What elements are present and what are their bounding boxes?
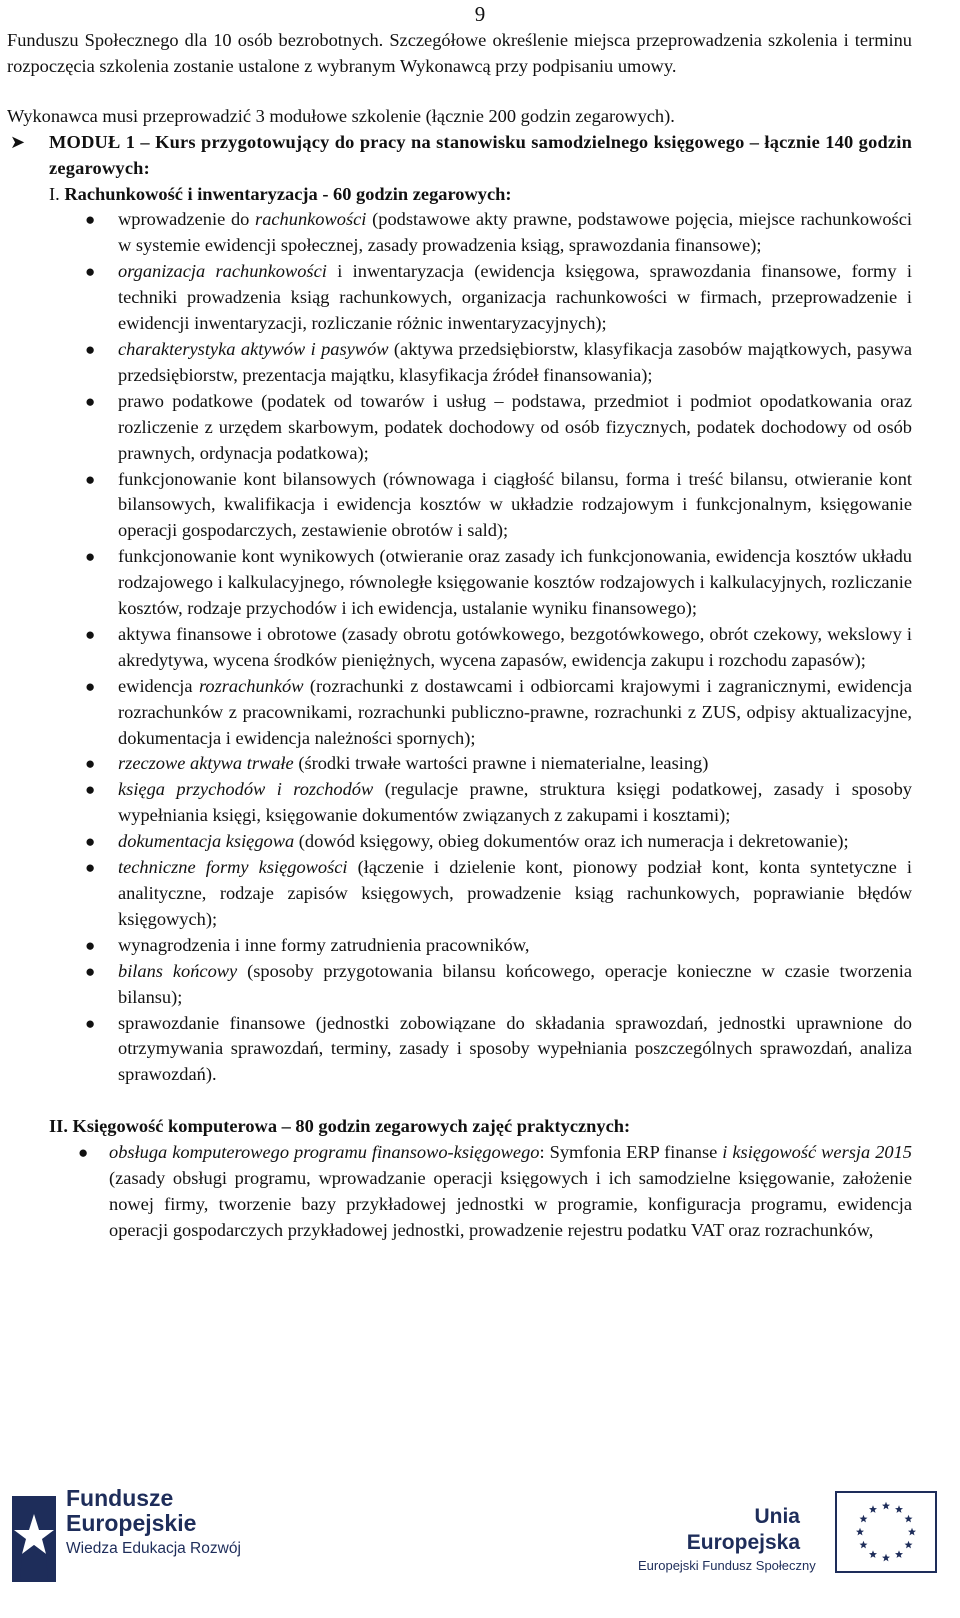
bullet-icon: ● <box>85 961 96 981</box>
fe-star-icon <box>8 1492 60 1586</box>
page-footer <box>0 1478 960 1618</box>
bullet-icon: ● <box>85 935 96 955</box>
list-item: ● techniczne formy księgowości (łączenie i dzielenie kont, pionowy podział kont, konta syntetyczne i analityczne, rodzaje zapisów księgowych, prowadzenie ksiąg rachunkowych, poprawianie błędów księgowych); <box>85 857 912 929</box>
page-number: 9 <box>474 2 486 26</box>
list-item: ● obsługa komputerowego programu finansowo-księgowego: Symfonia ERP finanse i księgowość wersja 2015 (zasady obsługi programu, wprowadzanie operacji księgowych i ich samodzielne księgowanie, założenie nowej firmy, tworzenie bazy przykładowej jednostki w programie, konfiguracja programu, ewidencja operacji gospodarczych przykładowej jednostki, prowadzenie rejestru podatku VAT oraz rozrachunków, <box>78 1142 912 1240</box>
unia-europejska-logo <box>638 1490 938 1590</box>
requirement-paragraph: Wykonawca musi przeprowadzić 3 modułowe szkolenie (łącznie 200 godzin zegarowych). <box>7 105 675 126</box>
list-item: ● wprowadzenie do rachunkowości (podstawowe akty prawne, podstawowe pojęcia, miejsce rachunkowości w systemie ewidencji społecznej, zasady prowadzenia ksiąg, sprawozdania finansowe); <box>85 209 912 256</box>
document-body <box>7 28 912 1244</box>
list-item: ● charakterystyka aktywów i pasywów (aktywa przedsiębiorstw, klasyfikacja zasobów majątkowych, pasywa przedsiębiorstw, prezentacja majątku, klasyfikacja źródeł finansowania); <box>85 338 912 385</box>
bullet-icon: ● <box>78 1143 89 1163</box>
section-one-heading <box>7 182 912 208</box>
ue-logo-line1: Unia Europejska <box>686 1505 800 1554</box>
eu-flag-icon <box>834 1490 938 1574</box>
section-two-heading: II. Księgowość komputerowa – 80 godzin zegarowych zajęć praktycznych: <box>49 1116 631 1137</box>
bullet-icon: ● <box>85 780 96 800</box>
list-item: ● wynagrodzenia i inne formy zatrudnienia pracowników, <box>118 933 912 959</box>
section-one-title: Rachunkowość i inwentaryzacja - 60 godzin zegarowych: <box>64 183 512 204</box>
bullet-icon: ● <box>85 547 96 567</box>
list-item: ● bilans końcowy (sposoby przygotowania bilansu końcowego, operacje konieczne w czasie tworzenia bilansu); <box>85 960 912 1007</box>
list-item: ● funkcjonowanie kont wynikowych (otwieranie oraz zasady ich funkcjonowania, ewidencja kosztów układu rodzajowego i kalkulacyjnego, równoległe księgowanie kosztów rodzajowych i kalkulacyjnych, rozliczanie kosztów, rodzaje przychodów i ich ewidencja, ustalanie wyniku finansowego); <box>85 546 912 619</box>
ue-logo-line2: Europejski Fundusz Społeczny <box>638 1558 816 1573</box>
section-one-numeral: I. <box>49 183 60 204</box>
bullet-icon: ● <box>85 1013 96 1033</box>
module-heading-text: MODUŁ 1 – Kurs przygotowujący do pracy na stanowisku samodzielnego księgowego – łącznie 140 godzin zegarowych: <box>49 131 912 178</box>
list-item: ● prawo podatkowe (podatek od towarów i usług – podstawa, przedmiot i podmiot opodatkowania oraz rozliczenie z urzędem skarbowym, podatek dochodowy od osób fizycznych, podatek dochodowy od osób prawnych, ordynacja podatkowa); <box>85 390 912 463</box>
module-heading <box>7 130 912 182</box>
bullet-icon: ● <box>85 339 96 359</box>
list-item: ● funkcjonowanie kont bilansowych (równowaga i ciągłość bilansu, forma i treść bilansu, otwieranie kont bilansowych, kwalifikacja i ewidencja kosztów w układzie rodzajowym i funkcjonalnym, księgowanie operacji gospodarczych, zestawienie obrotów i sald); <box>85 468 912 541</box>
list-item: ● księga przychodów i rozchodów (regulacje prawne, struktura księgi podatkowej, zasady i sposoby wypełniania księgi, księgowanie dokumentów związanych z zakupami i kosztami); <box>85 779 912 826</box>
bullet-icon: ● <box>85 676 96 696</box>
bullet-icon: ● <box>85 624 96 644</box>
fundusze-europejskie-logo <box>8 1480 248 1600</box>
list-item: ● rzeczowe aktywa trwałe (środki trwałe wartości prawne i niematerialne, leasing) <box>118 751 912 777</box>
bullet-icon: ● <box>85 754 96 774</box>
bullet-icon: ● <box>85 262 96 282</box>
list-item: ● organizacja rachunkowości i inwentaryzacja (ewidencja księgowa, sprawozdania finansowe, formy i techniki prowadzenia ksiąg rachunkowych, organizacja rachunkowości w firmach, przeprowadzenie i ewidencji inwentaryzacji, rozliczanie różnic inwentaryzacyjnych); <box>85 261 912 334</box>
bullet-icon: ● <box>85 832 96 852</box>
bullet-icon: ● <box>85 858 96 878</box>
list-item: ● aktywa finansowe i obrotowe (zasady obrotu gotówkowego, bezgotówkowego, obrót czekowy, wekslowy i akredytywa, wycena środków pieniężnych, wycena zapasów, ewidencja zakupu i rozchodu zapasów); <box>85 623 912 670</box>
bullet-icon: ● <box>85 469 96 489</box>
bullet-icon: ● <box>85 391 96 411</box>
intro-paragraph <box>7 28 912 80</box>
bullet-icon: ● <box>85 210 96 230</box>
fe-logo-line2: Europejskie <box>66 1510 197 1536</box>
arrow-bullet-icon: ➤ <box>10 131 26 152</box>
fe-logo-line3: Wiedza Edukacja Rozwój <box>66 1540 241 1557</box>
list-item: ● ewidencja rozrachunków (rozrachunki z dostawcami i odbiorcami krajowymi i zagranicznymi, ewidencja rozrachunków z pracownikami, rozrachunki publiczno-prawne, rozrachunki z ZUS, odpisy aktualizacyjne, dokumentacja i ewidencja należności spornych); <box>85 675 912 748</box>
section-two-list <box>7 1140 912 1244</box>
intro-text: Funduszu Społecznego dla 10 osób bezrobotnych. Szczegółowe określenie miejsca przeprowadzenia szkolenia i terminu rozpoczęcia szkolenia zostanie ustalone z wybranym Wykonawcą przy podpisaniu umowy. <box>7 30 912 76</box>
fe-logo-line1: Fundusze <box>66 1485 174 1511</box>
list-item: ● dokumentacja księgowa (dowód księgowy, obieg dokumentów oraz ich numeracja i dekretowanie); <box>118 829 912 855</box>
list-item: ● sprawozdanie finansowe (jednostki zobowiązane do składania sprawozdań, jednostki uprawnione do otrzymywania sprawozdań, terminy, zasady i sposoby wypełniania poszczególnych sprawozdań, analiza sprawozdań). <box>85 1012 912 1085</box>
section-one-list <box>7 207 912 1088</box>
